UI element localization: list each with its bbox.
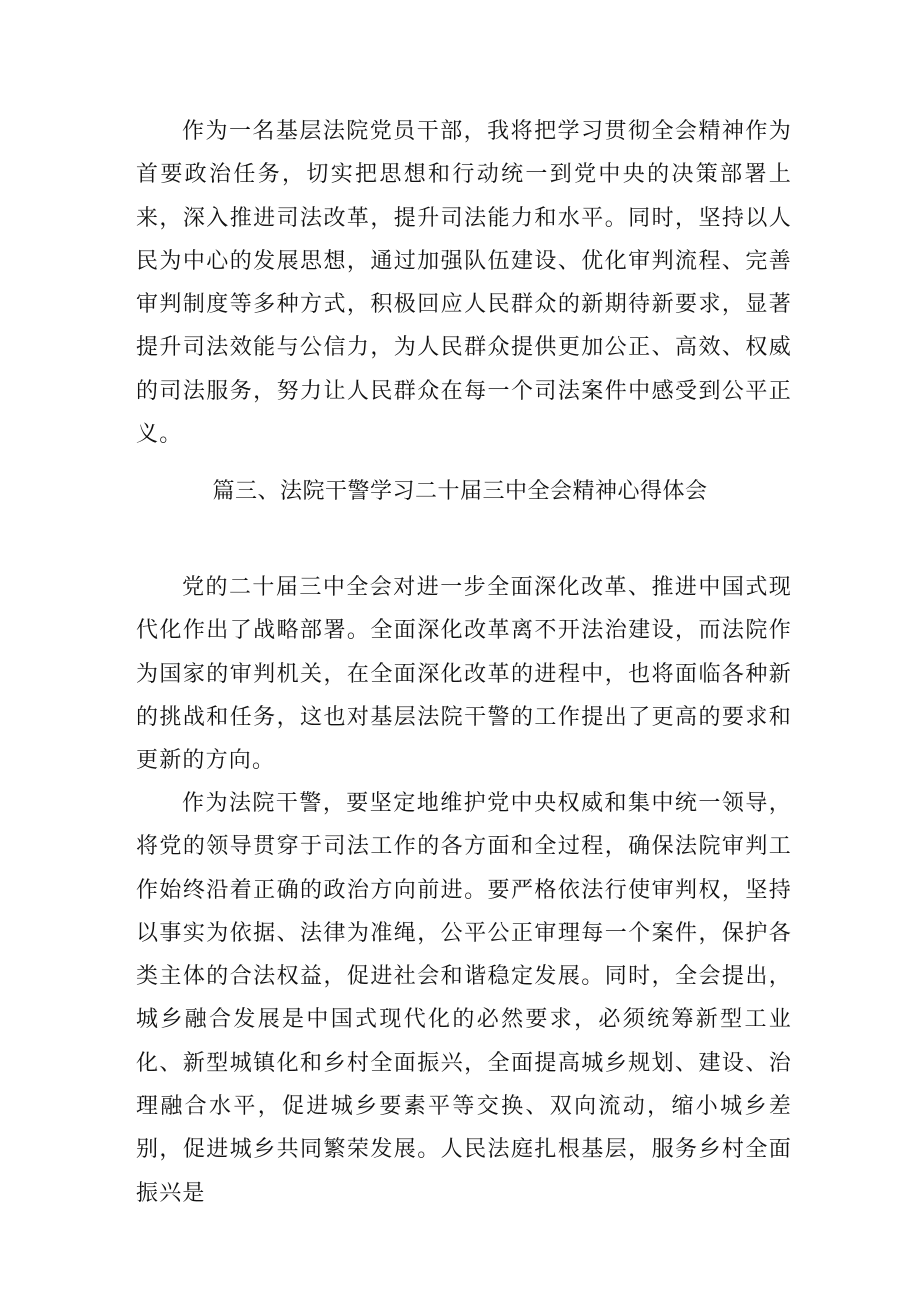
body-paragraph-2: 党的二十届三中全会对进一步全面深化改革、推进中国式现代化作出了战略部署。全面深化改革离不开法治建设，而法院作为国家的审判机关，在全面深化改革的进程中，也将面临各种新的挑战和任务，这也对基层法院干警的工作提出了更高的要求和更新的方向。 bbox=[136, 575, 792, 774]
section-heading: 篇三、法院干警学习二十届三中全会精神心得体会 bbox=[212, 479, 708, 504]
body-paragraph-3: 作为法院干警，要坚定地维护党中央权威和集中统一领导，将党的领导贯穿于司法工作的各方面和全过程，确保法院审判工作始终沿着正确的政治方向前进。要严格依法行使审判权，坚持以事实为依据、法律为准绳，公平公正审理每一个案件，保护各类主体的合法权益，促进社会和谐稳定发展。同时，全会提出，城乡融合发展是中国式现代化的必然要求，必须统筹新型工业化、新型城镇化和乡村全面振兴，全面提高城乡规划、建设、治理融合水平，促进城乡要素平等交换、双向流动，缩小城乡差别，促进城乡共同繁荣发展。人民法庭扎根基层，服务乡村全面振兴是 bbox=[136, 791, 792, 1206]
body-paragraph-1: 作为一名基层法院党员干部，我将把学习贯彻全会精神作为首要政治任务，切实把思想和行动统一到党中央的决策部署上来，深入推进司法改革，提升司法能力和水平。同时，坚持以人民为中心的发展思想，通过加强队伍建设、优化审判流程、完善审判制度等多种方式，积极回应人民群众的新期待新要求，显著提升司法效能与公信力，为人民群众提供更加公正、高效、权威的司法服务，努力让人民群众在每一个司法案件中感受到公平正义。 bbox=[136, 119, 792, 448]
